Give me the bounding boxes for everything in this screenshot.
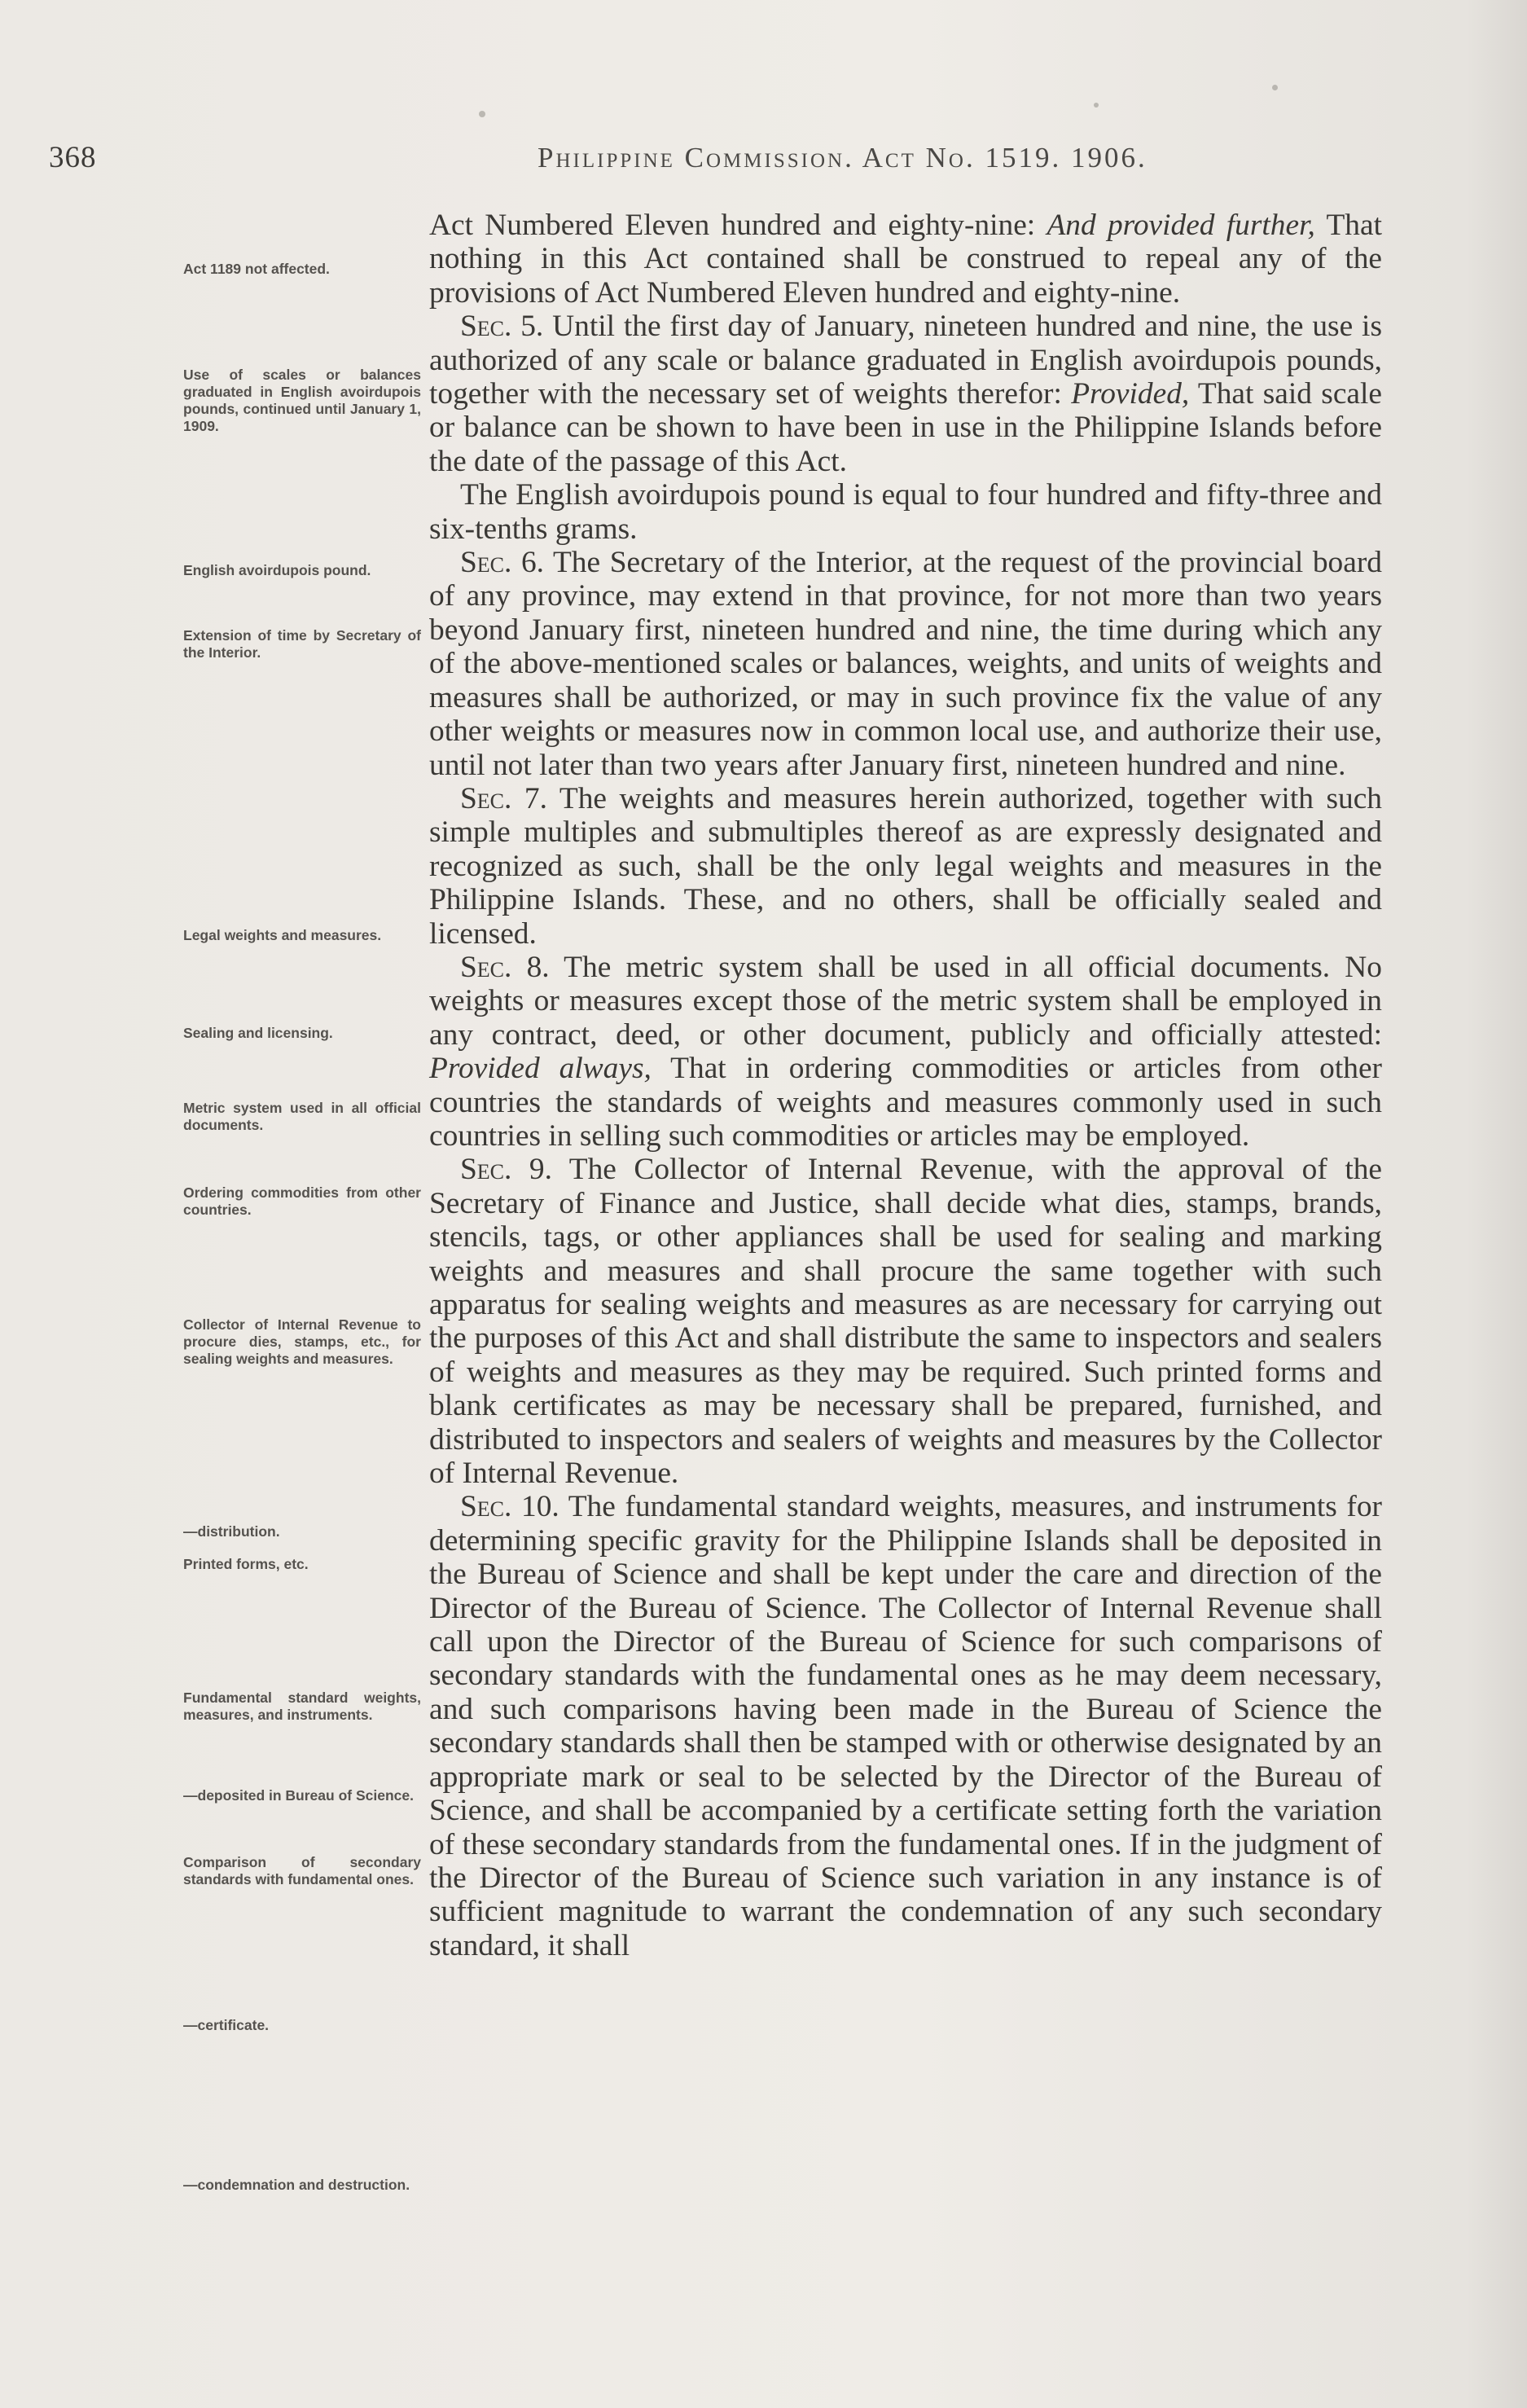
page-number: 368	[49, 141, 97, 174]
section-9-paragraph: Sec. 9. The Collector of Internal Revenue, with the approval of the Secretary of Finance and Justice, shall decide what dies, stamps, brands, stencils, tags, or other appliances shall be used for sealing and marking weights and measures and shall procure the same together with such apparatus for sealing weights and measures as are necessary for carrying out the purposes of this Act and shall distribute the same to inspectors and sealers of weights and measures as they may be required. Such printed forms and blank certificates as may be necessary shall be prepared, furnished, and distributed to inspectors and sealers of weights and measures by the Collector of Internal Revenue.	[429, 1153, 1382, 1491]
margin-note: Printed forms, etc.	[183, 1556, 309, 1572]
margin-note: Legal weights and measures.	[183, 927, 382, 943]
paragraph: The English avoirdupois pound is equal to four hundred and fifty-three and six-tenths grams.	[429, 478, 1382, 546]
margin-note: Act 1189 not affected.	[183, 261, 330, 277]
section-8-paragraph: Sec. 8. The metric system shall be used in all official documents. No weights or measures except those of the metric system shall be employed in any contract, deed, or other document, publicly and officially attested: Provided always, That in ordering commodities or articles from other countries the standards of weights and measures commonly used in such countries in selling such commodities or articles may be employed.	[429, 950, 1382, 1153]
page-header	[49, 140, 1368, 181]
margin-note: Fundamental standard weights, measures, and instruments.	[183, 1690, 421, 1723]
ink-speck	[1094, 103, 1099, 108]
margin-note: Use of scales or balances graduated in English avoirdupois pounds, continued until January 1, 1909.	[183, 367, 421, 434]
paragraph: Act Numbered Eleven hundred and eighty-nine: And provided further, That nothing in this Act contained shall be construed to repeal any of the provisions of Act Numbered Eleven hundred and eighty-nine.	[429, 209, 1382, 310]
section-7-paragraph: Sec. 7. The weights and measures herein authorized, together with such simple multiples and submultiples thereof as are expressly designated and recognized as such, shall be the only legal weights and measures in the Philippine Islands. These, and no others, shall be officially sealed and licensed.	[429, 781, 1382, 951]
running-head: Philippine Commission. Act No. 1519. 1906.	[538, 142, 1147, 174]
margin-note: —certificate.	[183, 2017, 270, 2033]
section-10-paragraph: Sec. 10. The fundamental standard weights, measures, and instruments for determining specific gravity for the Philippine Islands shall be deposited in the Bureau of Science and shall be kept under the care and direction of the Director of the Bureau of Science. The Collector of Internal Revenue shall call upon the Director of the Bureau of Science for such comparisons of secondary standards with the fundamental ones as he may deem necessary, and such comparisons having been made in the Bureau of Science the secondary standards shall then be stamped with or otherwise designated by an appropriate mark or seal to be selected by the Director of the Bureau of Science, and shall be accompanied by a certificate setting forth the variation of these secondary standards from the fundamental ones. If in the judgment of the Director of the Bureau of Science such variation in any instance is of sufficient magnitude to warrant the condemnation of any such secondary standard, it shall	[429, 1490, 1382, 1962]
margin-note: —distribution.	[183, 1523, 280, 1540]
ink-speck	[479, 111, 485, 117]
body-text	[429, 209, 1382, 1962]
margin-note: Collector of Internal Revenue to procure dies, stamps, etc., for sealing weights and measures.	[183, 1316, 421, 1367]
section-6-paragraph: Sec. 6. The Secretary of the Interior, at the request of the provincial board of any province, may extend in that province, for not more than two years beyond January first, nineteen hundred and nine, the time during which any of the above-mentioned scales or balances, weights, and units of weights and measures shall be authorized, or may in such province fix the value of any other weights or measures now in common local use, and authorize their use, until not later than two years after January first, nineteen hundred and nine.	[429, 546, 1382, 782]
margin-note: English avoirdupois pound.	[183, 562, 371, 578]
margin-note: Comparison of secondary standards with fundamental ones.	[183, 1854, 421, 1887]
margin-note: Metric system used in all official documents.	[183, 1100, 421, 1133]
ink-speck	[1272, 85, 1278, 90]
margin-note: Extension of time by Secretary of the Interior.	[183, 627, 421, 661]
margin-note: —condemnation and destruction.	[183, 2177, 410, 2193]
margin-note: Sealing and licensing.	[183, 1025, 333, 1041]
margin-note: —deposited in Bureau of Science.	[183, 1787, 414, 1804]
margin-note: Ordering commodities from other countries.	[183, 1184, 421, 1218]
section-5-paragraph: Sec. 5. Until the first day of January, nineteen hundred and nine, the use is authorized of any scale or balance graduated in English avoirdupois pounds, together with the necessary set of weights therefor: Provided, That said scale or balance can be shown to have been in use in the Philippine Islands before the date of the passage of this Act.	[429, 310, 1382, 478]
